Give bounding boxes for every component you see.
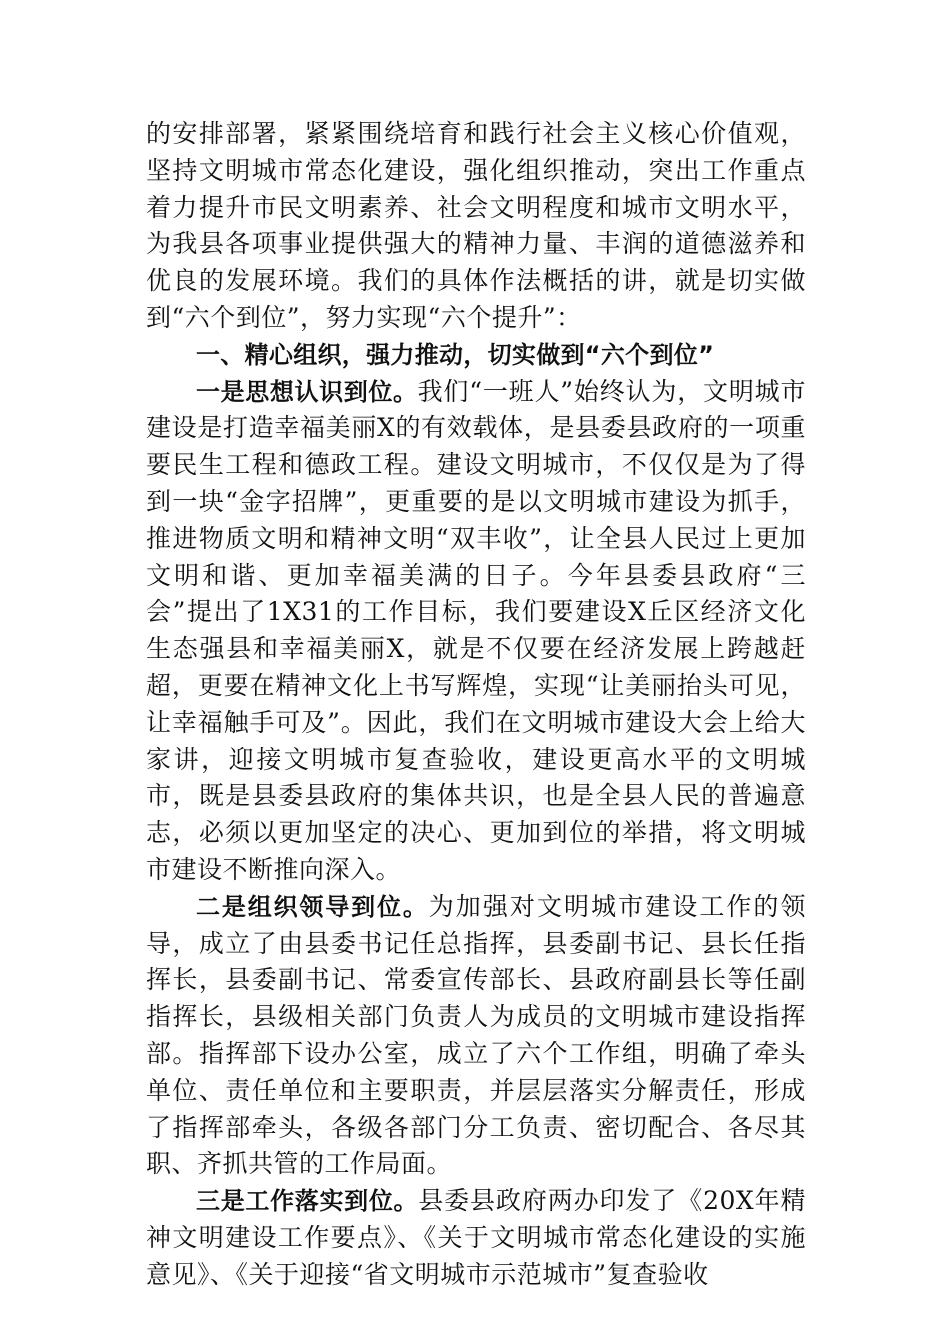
paragraph-lead: 一是思想认识到位。 [196, 377, 418, 406]
paragraph-lead: 二是组织领导到位。 [196, 892, 429, 921]
section-heading: 一、精心组织，强力推动，切实做到“六个到位” [196, 340, 715, 369]
paragraph-body: 我们“一班人”始终认为，文明城市建设是打造幸福美丽X的有效载体，是县委县政府的一项重要民生工程和德政工程。建设文明城市，不仅仅是为了得到一块“金字招牌”，更重要的是以文明城市建设为抓手，推进物质文明和精神文明“双丰收”，让全县人民过上更加文明和谐、更加幸福美满的日子。今年县委县政府“三会”提出了1X31的工作目标，我们要建设X丘区经济文化生态强县和幸福美丽X，就是不仅要在经济发展上跨越赶超，更要在精神文化上书写辉煌，实现“让美丽抬头可见，让幸福触手可及”。因此，我们在文明城市建设大会上给大家讲，迎接文明城市复查验收，建设更高水平的文明城市，既是县委县政府的集体共识，也是全县人民的普遍意志，必须以更加坚定的决心、更加到位的举措，将文明城市建设不断推向深入。 [146, 376, 806, 884]
paragraph-item-2 [146, 889, 806, 1183]
document-page [146, 116, 806, 1294]
paragraph-lead: 三是工作落实到位。 [196, 1187, 419, 1216]
intro-paragraph: 的安排部署，紧紧围绕培育和践行社会主义核心价值观，坚持文明城市常态化建设，强化组织推动，突出工作重点着力提升市民文明素养、社会文明程度和城市文明水平，为我县各项事业提供强大的精神力量、丰润的道德滋养和优良的发展环境。我们的具体作法概括的讲，就是切实做到“六个到位”，努力实现“六个提升”： [146, 119, 806, 332]
paragraph-item-1 [146, 374, 806, 889]
paragraph-body: 县委县政府两办印发了《20X年精神文明建设工作要点》、《关于文明城市常态化建设的实施意见》、《关于迎接“省文明城市示范城市”复查验收 [146, 1186, 806, 1289]
paragraph-item-3 [146, 1183, 806, 1293]
paragraph-body: 为加强对文明城市建设工作的领导，成立了由县委书记任总指挥，县委副书记、县长任指挥长，县委副书记、常委宣传部长、县政府副县长等任副指挥长，县级相关部门负责人为成员的文明城市建设指挥部。指挥部下设办公室，成立了六个工作组，明确了牵头单位、责任单位和主要职责，并层层落实分解责任，形成了指挥部牵头，各级各部门分工负责、密切配合、各尽其职、齐抓共管的工作局面。 [146, 891, 806, 1179]
